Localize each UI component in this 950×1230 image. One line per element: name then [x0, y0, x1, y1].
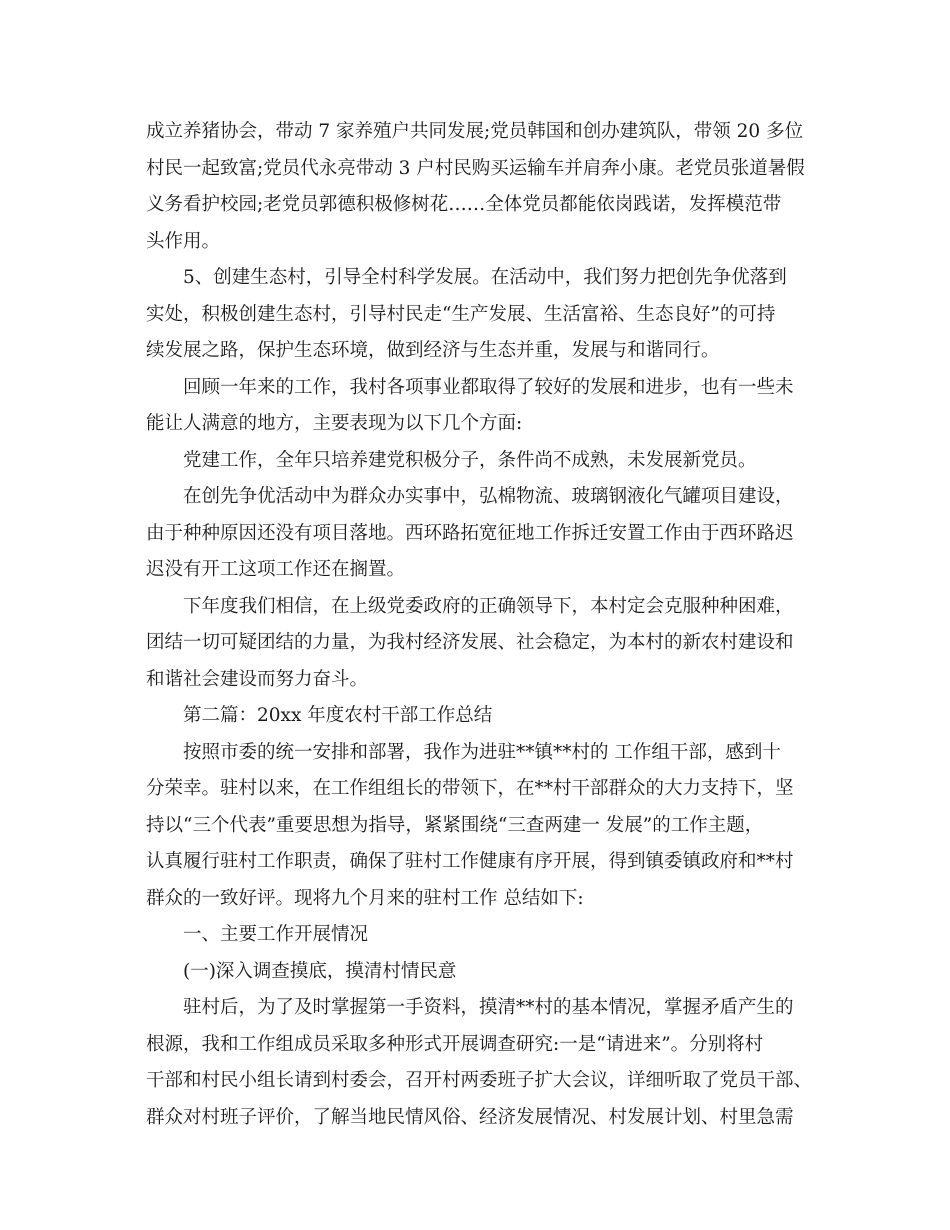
text-line: 成立养猪协会，带动 7 家养殖户共同发展;党员韩国和创办建筑队，带领 20 多位 [146, 121, 804, 142]
paragraph-start-line: 回顾一年来的工作，我村各项事业都取得了较好的发展和进步，也有一些未 [183, 376, 794, 398]
text-line: 群众对村班子评价，了解当地民情风俗、经济发展情况、村发展计划、村里急需 [146, 1106, 794, 1128]
section-heading: 一、主要工作开展情况 [183, 924, 369, 945]
text-line: 根源，我和工作组成员采取多种形式开展调查研究:一是“请进来”。分别将村 [146, 1033, 764, 1055]
text-line: 义务看护校园;老党员郭德积极修树花……全体党员都能依岗践诺，发挥模范带 [146, 194, 782, 215]
text-line: 干部和村民小组长请到村委会，召开村两委班子扩大会议，详细听取了党员干部、 [146, 1070, 813, 1091]
text-line: 和谐社会建设而努力奋斗。 [146, 668, 369, 690]
text-line: 群众的一致好评。现将九个月来的驻村工作 总结如下: [146, 887, 584, 909]
text-line: 由于种种原因还没有项目落地。西环路拓宽征地工作拆迁安置工作由于西环路迟 [146, 522, 794, 544]
text-line: 能让人满意的地方，主要表现为以下几个方面: [146, 413, 523, 434]
subsection-heading: (一)深入调查摸底，摸清村情民意 [183, 960, 457, 982]
paragraph-start-line: 党建工作，全年只培养建党积极分子，条件尚不成熟，未发展新党员。 [183, 449, 757, 471]
text-line: 头作用。 [146, 230, 221, 252]
paragraph-start-line: 下年度我们相信，在上级党委政府的正确领导下，本村定会克服种种困难， [183, 595, 794, 617]
paragraph-start-line: 驻村后，为了及时掌握第一手资料，摸清**村的基本情况，掌握矛盾产生的 [183, 997, 794, 1018]
paragraph-start-line: 按照市委的统一安排和部署，我作为进驻**镇**村的 工作组干部，感到十 [183, 741, 781, 763]
text-line: 团结一切可疑团结的力量，为我村经济发展、社会稳定，为本村的新农村建设和 [146, 632, 794, 653]
paragraph-start-line: 在创先争优活动中为群众办实事中，弘棉物流、玻璃钢液化气罐项目建设， [183, 486, 794, 507]
section-heading: 第二篇：20xx 年度农村干部工作总结 [183, 705, 493, 726]
paragraph-start-line: 5、创建生态村，引导全村科学发展。在活动中，我们努力把创先争优落到 [183, 267, 787, 288]
text-line: 迟没有开工这项工作还在搁置。 [146, 559, 406, 580]
text-line: 村民一起致富;党员代永亮带动 3 户村民购买运输车并肩奔小康。老党员张道暑假 [146, 157, 805, 179]
text-line: 实处，积极创建生态村，引导村民走“生产发展、生活富裕、生态良好”的可持 [146, 303, 776, 325]
text-line: 续发展之路，保护生态环境，做到经济与生态并重，发展与和谐同行。 [146, 340, 720, 361]
text-line: 认真履行驻村工作职责，确保了驻村工作健康有序开展，得到镇委镇政府和**村 [146, 851, 794, 872]
text-line: 分荣幸。驻村以来，在工作组组长的带领下，在**村干部群众的大力支持下，坚 [146, 778, 794, 799]
text-line: 持以“三个代表”重要思想为指导，紧紧围绕“三查两建一 发展”的工作主题， [146, 814, 764, 836]
document-body [146, 114, 816, 1136]
